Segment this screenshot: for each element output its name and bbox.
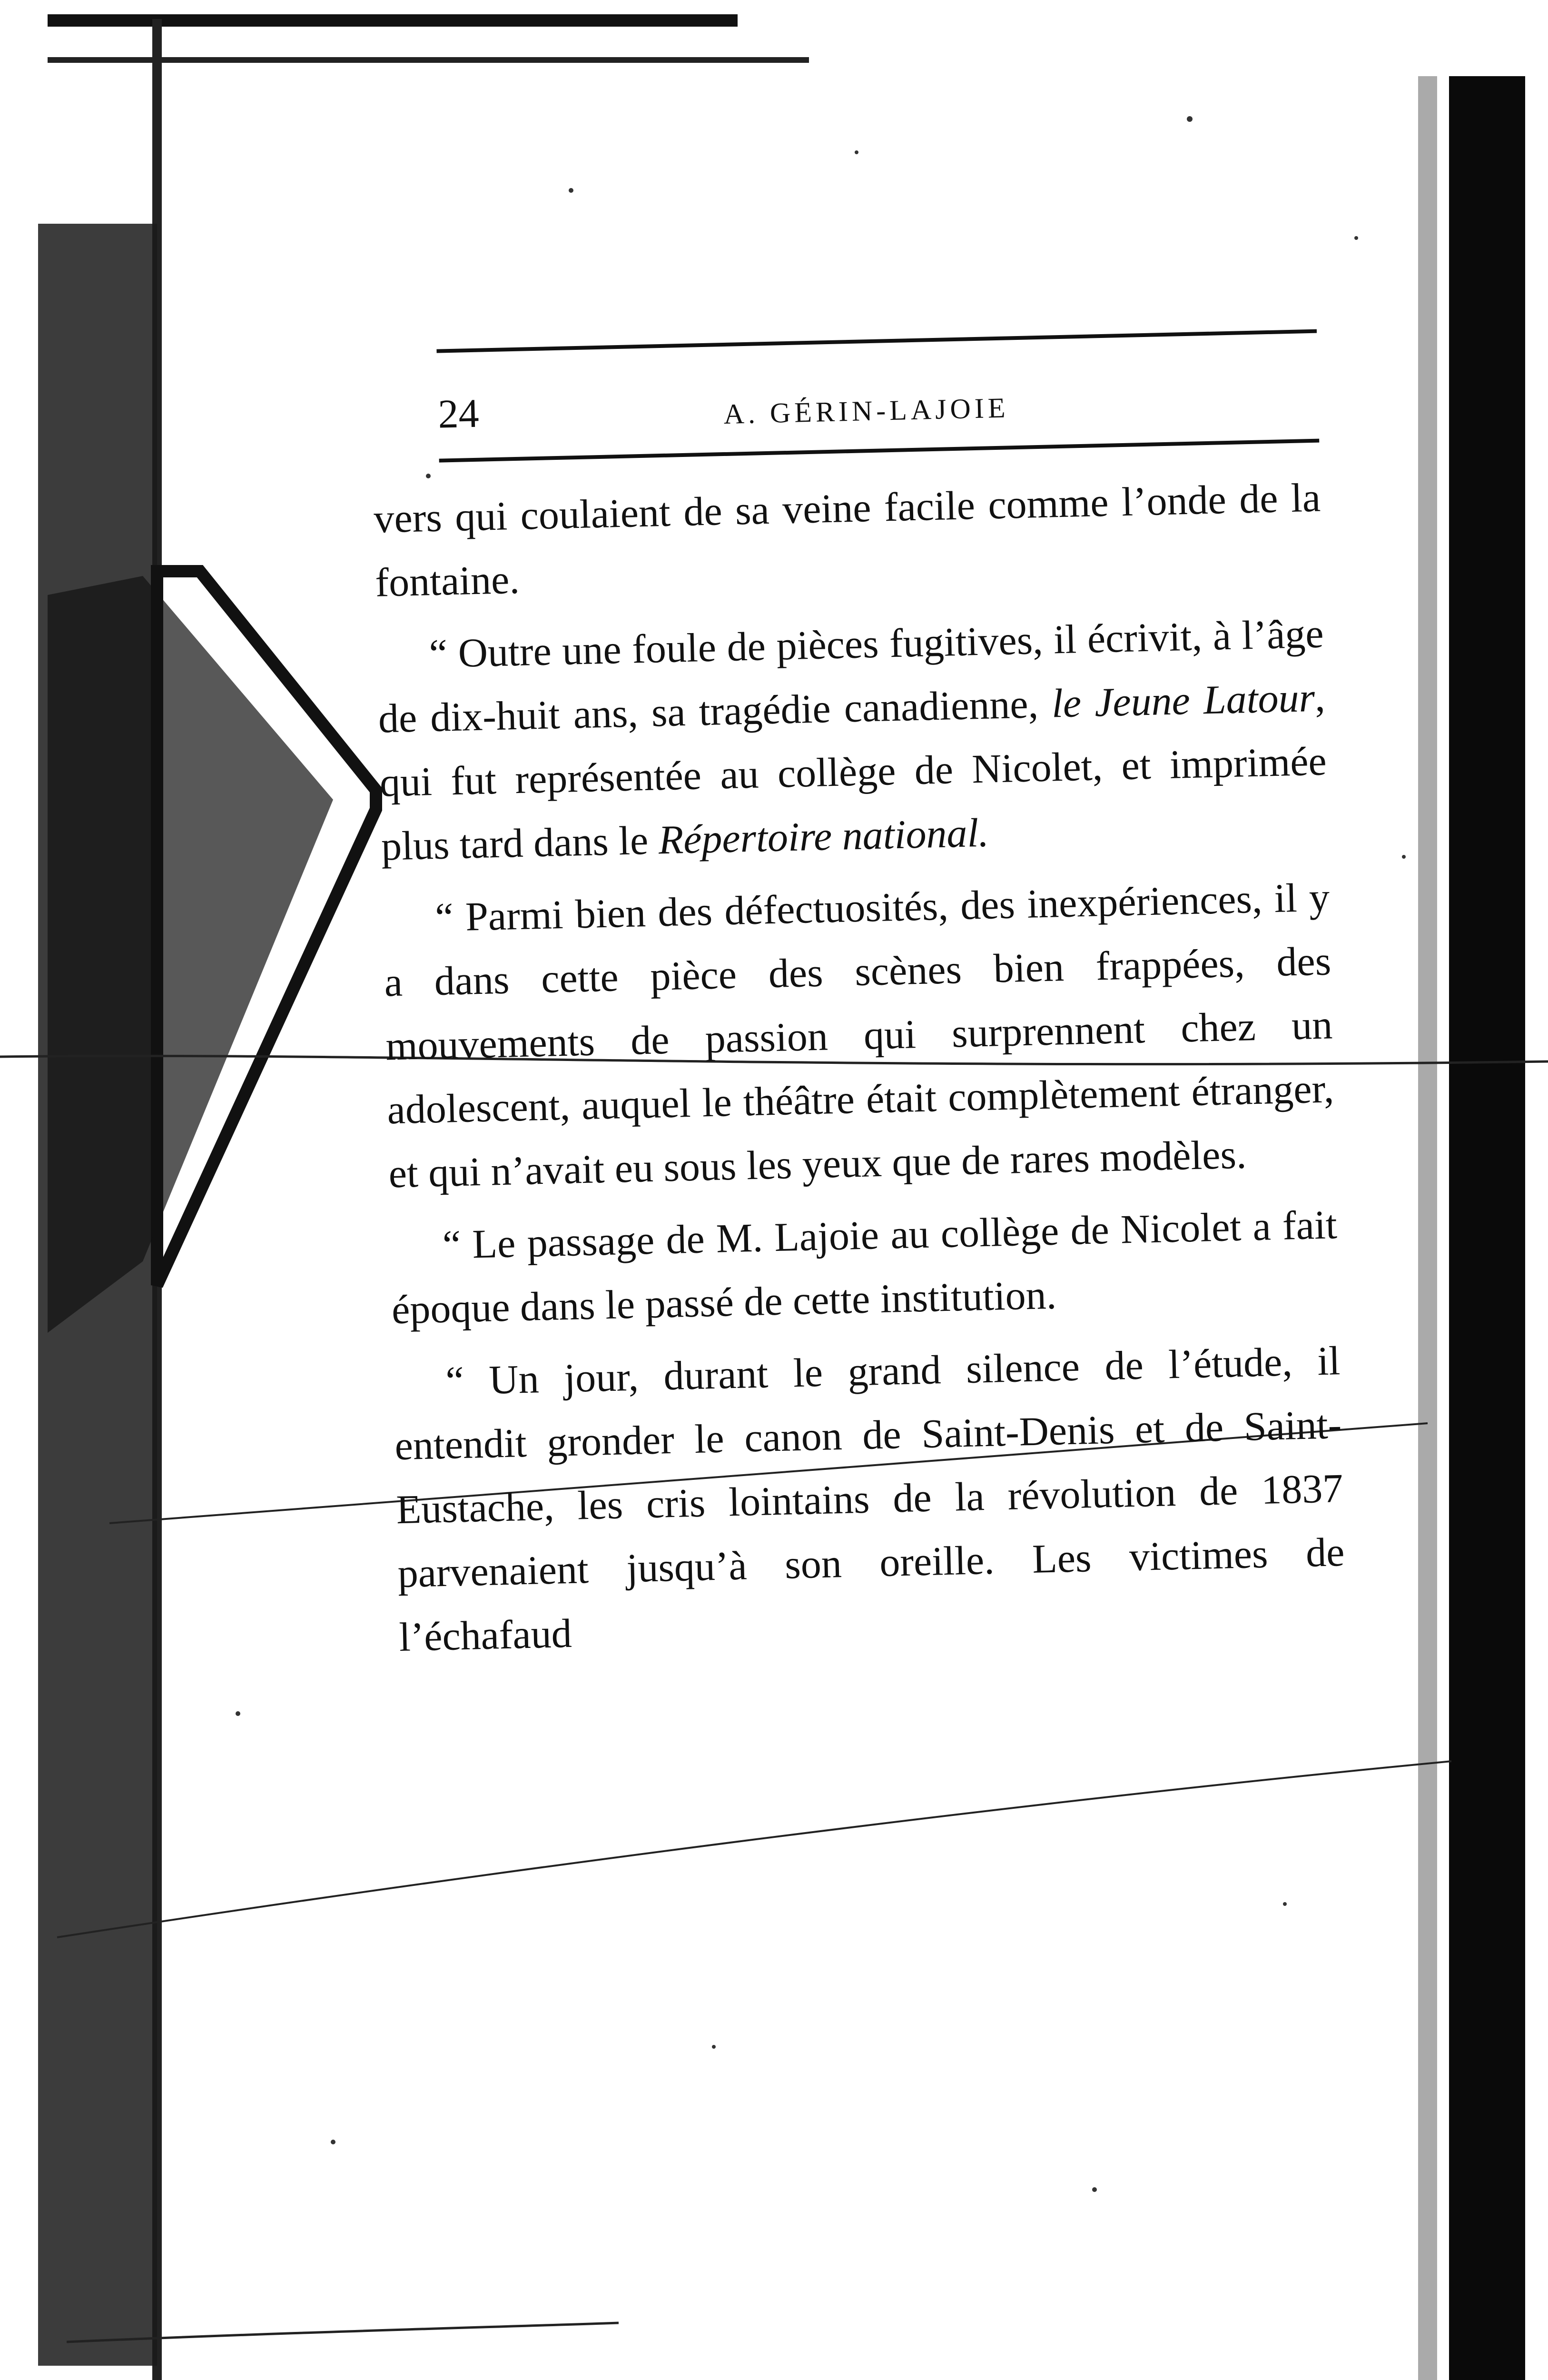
header-rule-bottom <box>439 439 1320 463</box>
text-segment: “ Le passage de M. Lajoie au collège de Nicolet a fait époque dans le passé de cette institution. <box>391 1201 1338 1333</box>
paragraph <box>382 865 1336 1205</box>
paragraph <box>376 602 1329 878</box>
page-number: 24 <box>437 390 480 437</box>
top-binding-strip <box>48 14 738 27</box>
running-title: A. GÉRIN-LAJOIE <box>723 392 1010 430</box>
running-head <box>437 351 1319 443</box>
text-segment: , qui fut représentée au collège de Nicolet, et imprimée plus tard dans le <box>379 674 1327 869</box>
paragraph <box>390 1192 1340 1341</box>
italic-title: Répertoire national. <box>658 809 989 863</box>
paragraph <box>393 1329 1347 1669</box>
text-segment: “ Un jour, durant le grand silence de l’étude, il entendit gronder le canon de Saint-Denis et de Saint-Eustache, les cris lointains de la révolution de 1837 parvenaient jusqu’à son oreille. Les victimes de l’échafaud <box>394 1338 1345 1660</box>
body-text <box>373 466 1347 1678</box>
paragraph <box>373 466 1323 615</box>
right-page-edge-shade <box>1418 76 1437 2380</box>
italic-title: le Jeune Latour <box>1051 674 1316 726</box>
text-segment: “ Parmi bien des défectuosités, des inexpériences, il y a dans cette pièce des scènes bien frappées, des mouvements de passion qui surprennent chez un adolescent, auquel le théâtre était complètement étranger, et qui n’avait eu sous les yeux que de rares modèles. <box>384 874 1335 1197</box>
text-segment: “ Outre une foule de pièces fugitives, il écrivit, à l’âge de dix-huit ans, sa tragédie canadienne, <box>377 610 1324 742</box>
right-page-edge <box>1449 76 1525 2380</box>
text-segment: vers qui coulaient de sa veine facile comme l’onde de la fontaine. <box>373 474 1321 605</box>
page-content <box>370 323 1353 1962</box>
